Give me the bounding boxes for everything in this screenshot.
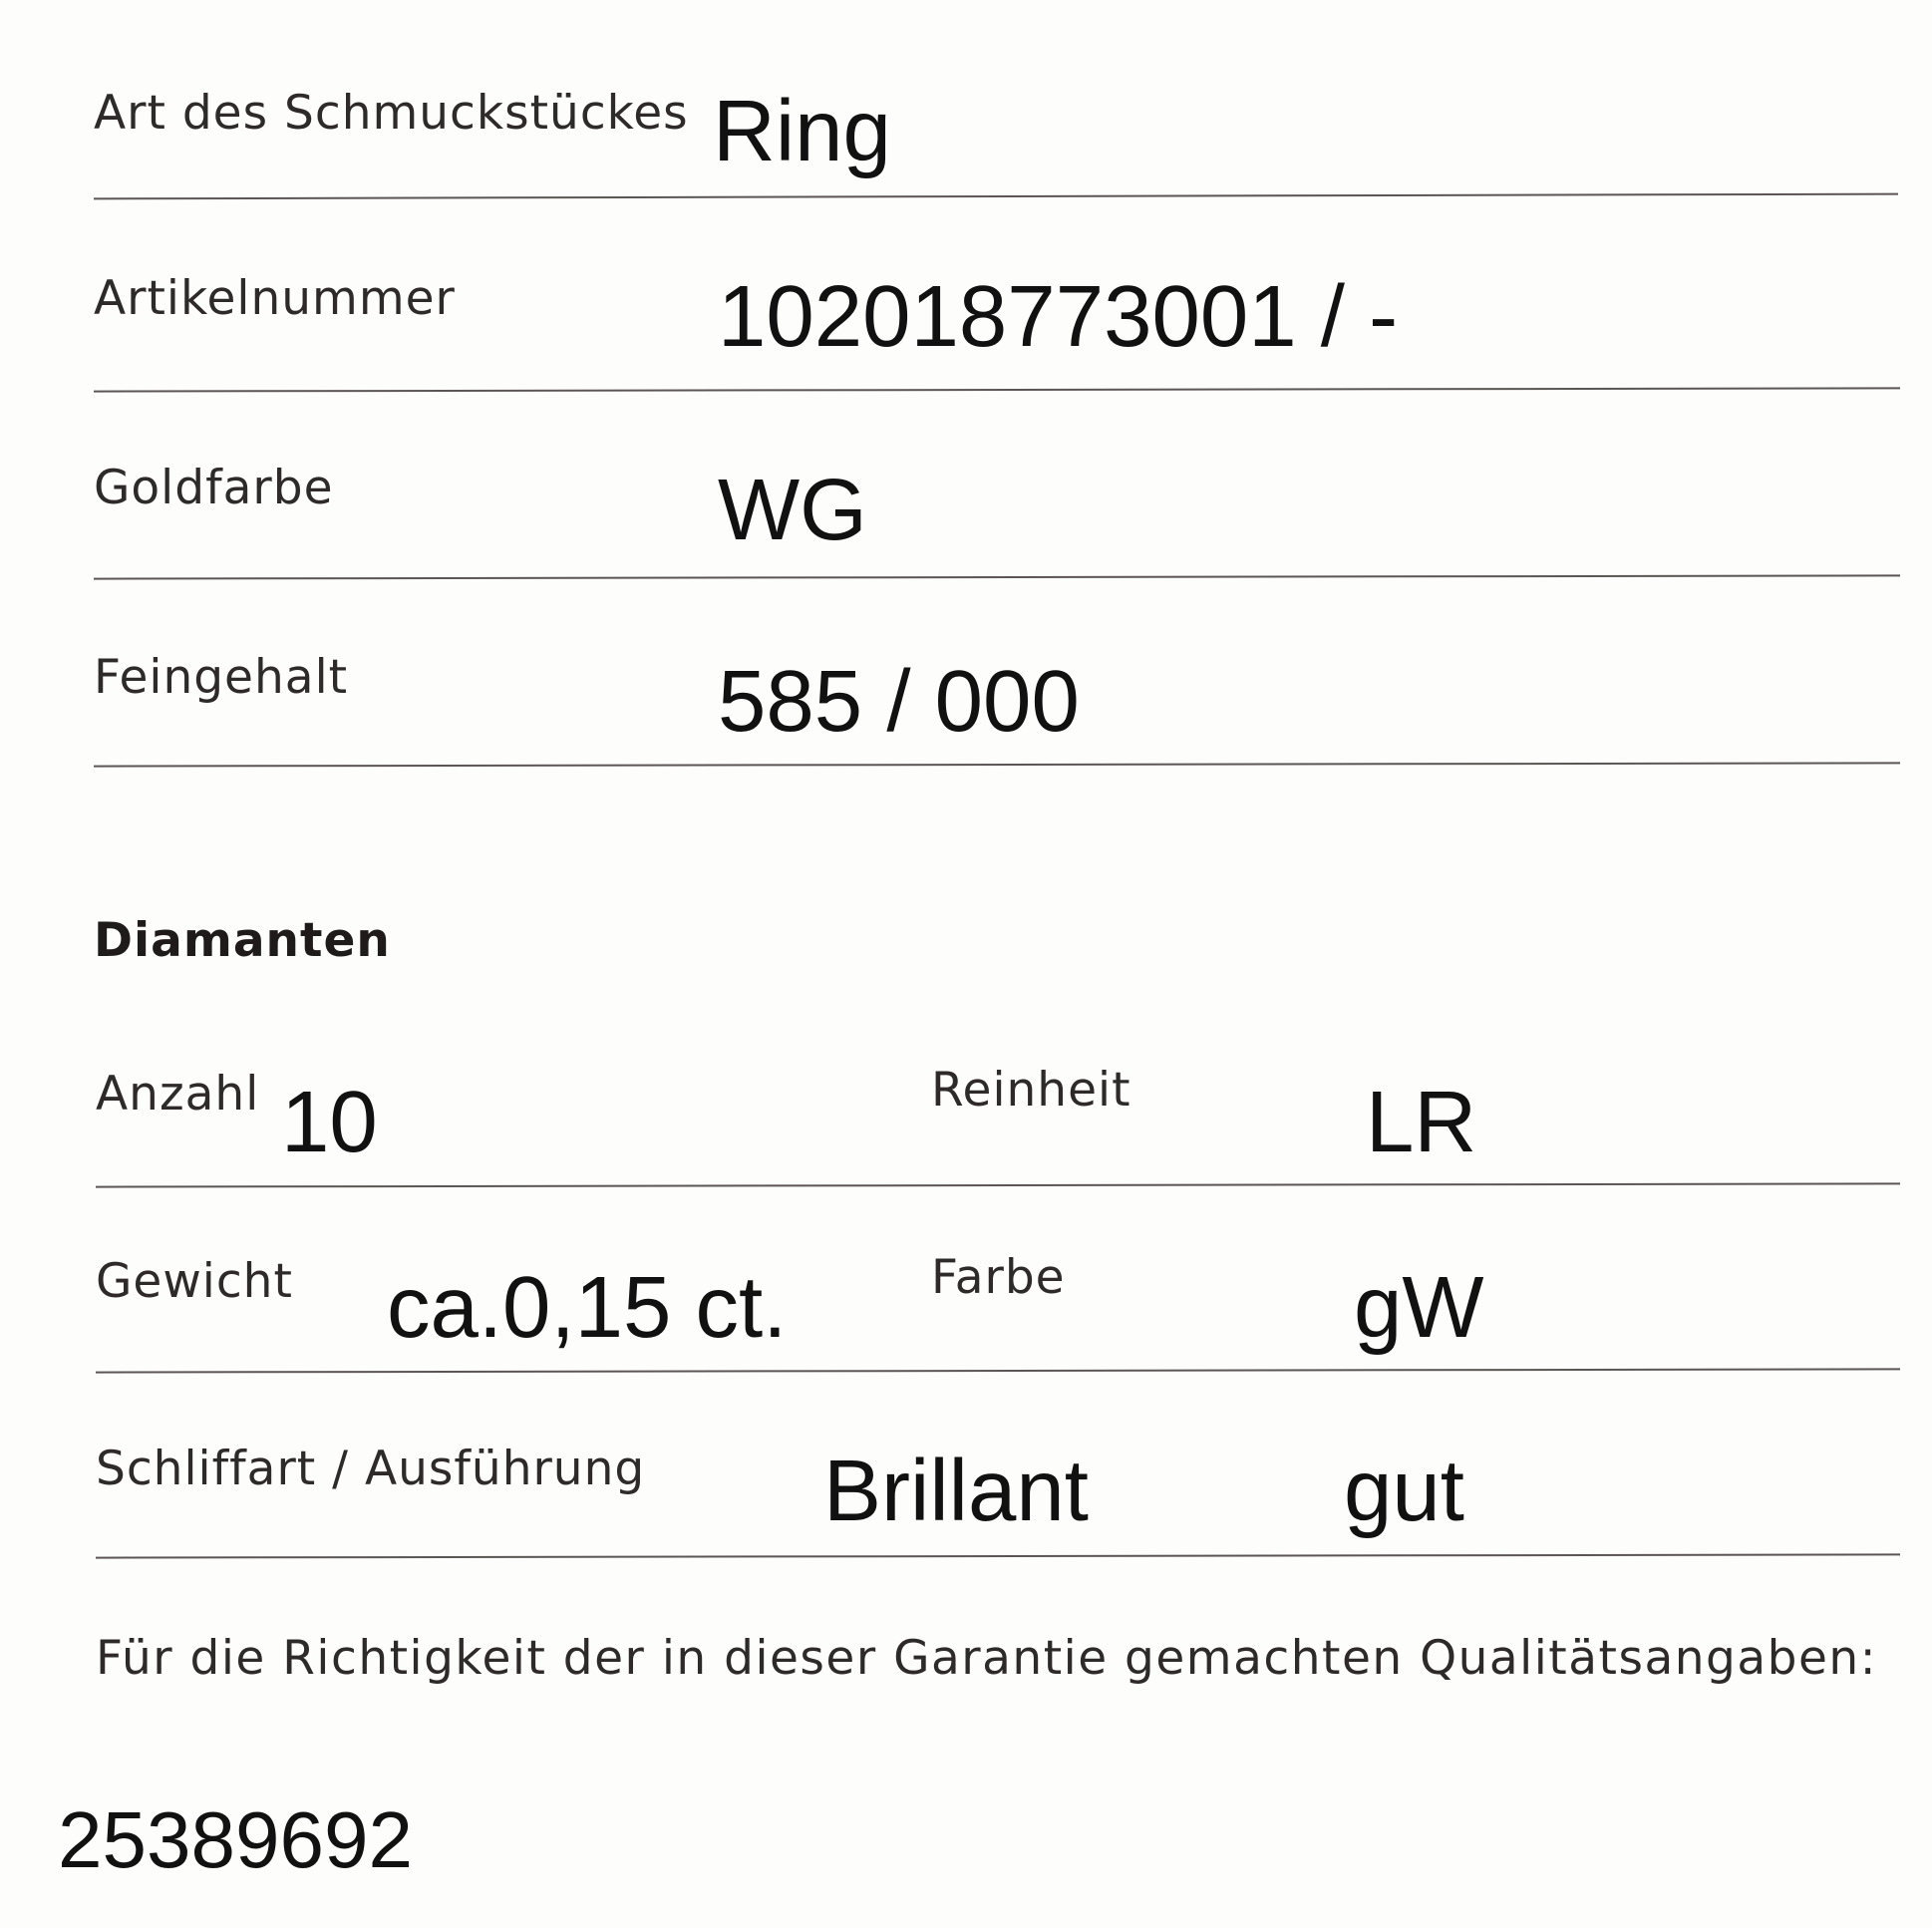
serial-number: 25389692 — [58, 1795, 413, 1884]
diamanten-heading: Diamanten — [94, 913, 391, 968]
divider — [96, 1182, 1900, 1187]
gewicht-label: Gewicht — [96, 1254, 293, 1309]
art-label: Art des Schmuckstückes — [94, 86, 689, 141]
artikelnummer-label: Artikelnummer — [94, 271, 456, 326]
divider — [96, 1368, 1900, 1373]
ausfuehrung-value: gut — [1344, 1443, 1464, 1539]
anzahl-label: Anzahl — [96, 1067, 260, 1122]
farbe-label: Farbe — [931, 1250, 1066, 1305]
goldfarbe-value: WG — [718, 462, 867, 558]
reinheit-value: LR — [1366, 1074, 1477, 1170]
divider — [94, 762, 1900, 767]
farbe-value: gW — [1354, 1259, 1484, 1356]
schliffart-value: Brillant — [823, 1443, 1089, 1539]
divider — [94, 193, 1898, 200]
artikelnummer-value: 102018773001 / - — [718, 268, 1399, 365]
goldfarbe-label: Goldfarbe — [94, 461, 334, 515]
gewicht-value: ca.0,15 ct. — [387, 1259, 788, 1356]
reinheit-label: Reinheit — [931, 1063, 1131, 1118]
divider — [94, 387, 1900, 392]
divider — [94, 574, 1900, 579]
divider — [96, 1553, 1900, 1558]
art-value: Ring — [713, 83, 891, 179]
schliffart-label: Schliffart / Ausführung — [96, 1442, 646, 1496]
anzahl-value: 10 — [281, 1074, 378, 1170]
guarantee-statement: Für die Richtigkeit der in dieser Garantie gemachten Qualitätsangaben: — [96, 1631, 1878, 1686]
feingehalt-label: Feingehalt — [94, 650, 349, 705]
feingehalt-value: 585 / 000 — [718, 653, 1080, 750]
